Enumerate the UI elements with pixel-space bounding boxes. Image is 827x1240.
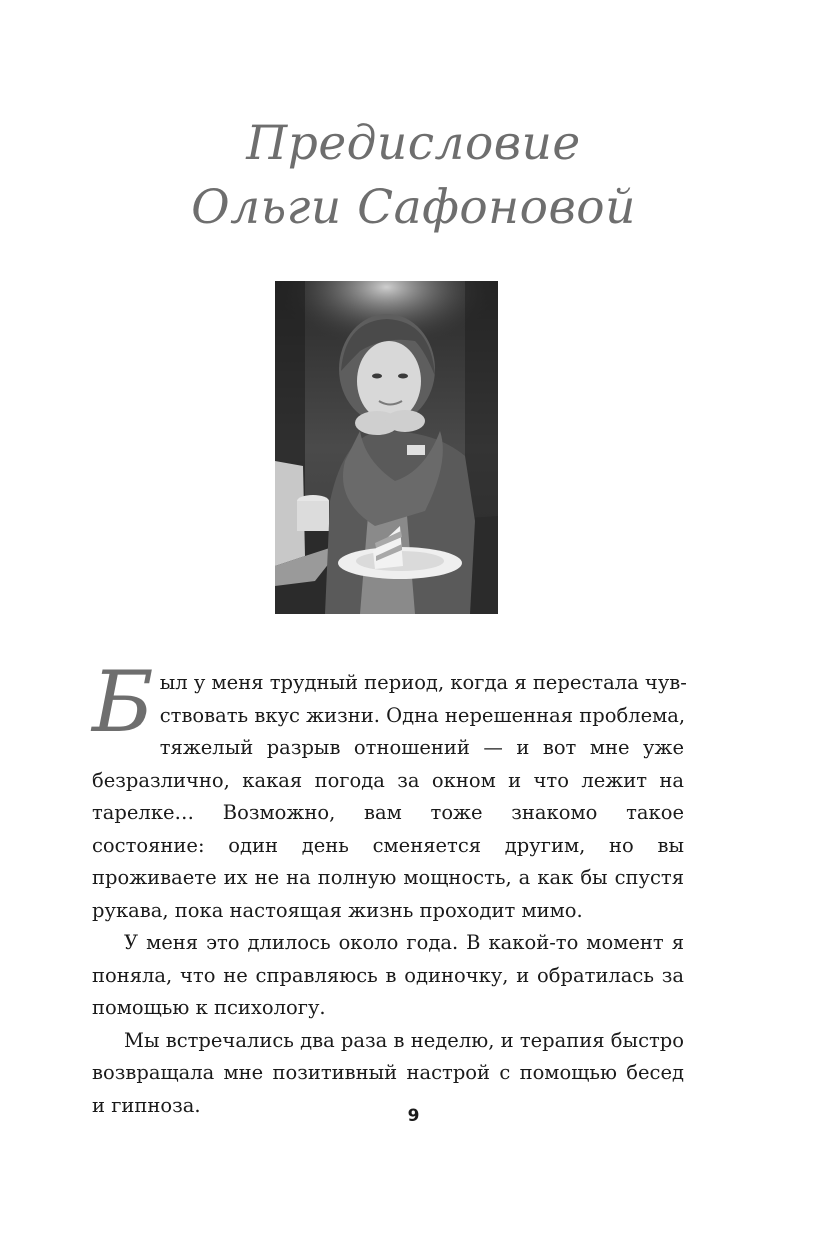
chapter-title-line-1: Предисловие bbox=[246, 116, 581, 171]
paragraph-1 bbox=[92, 653, 687, 927]
paragraph-1-line-2: ствовать вкус жизни. Одна нерешенная проблема, bbox=[159, 703, 686, 727]
paragraph-1-line-1: ыл у меня трудный период, когда я перестала чув- bbox=[159, 671, 687, 694]
body-text bbox=[92, 653, 687, 1122]
chapter-title bbox=[0, 112, 827, 240]
paragraph-3: Мы встречались два раза в неделю, и терапия быстро возвращала мне позитивный настрой с помощью бесед и гипноза. bbox=[92, 1028, 684, 1117]
paragraph-2: У меня это длилось около года. В какой-то момент я поняла, что не справляюсь в одиночку, и обратилась за помощью к психологу. bbox=[92, 931, 684, 1019]
portrait-photo-icon bbox=[275, 281, 498, 614]
author-portrait-photo bbox=[275, 281, 498, 614]
page-number: 9 bbox=[407, 1106, 420, 1126]
paragraph-1-rest: тяжелый разрыв отношений — и вот мне уже безразлично, какая погода за окном и что лежит на тарелке… Возможно, вам тоже знакомо такое состояние: один день сменяется другим, но вы проживаете их не на полную мощность, а как бы спустя рукава, пока настоящая жизнь проходит мимо. bbox=[92, 736, 684, 922]
chapter-title-line-2: Ольги Сафоновой bbox=[191, 180, 636, 235]
drop-cap: Б bbox=[92, 653, 154, 751]
